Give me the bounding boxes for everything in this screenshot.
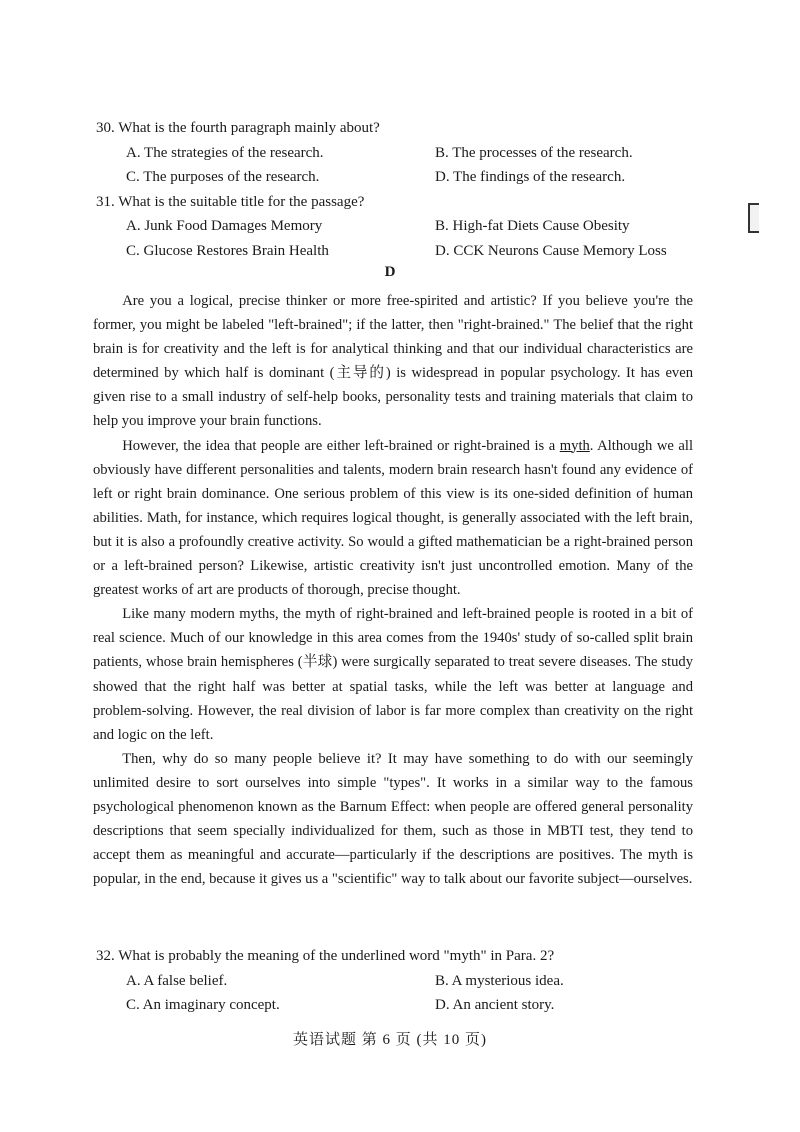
page-footer: 英语试题 第 6 页 (共 10 页) — [293, 1032, 487, 1048]
question-32-option-d: D. An ancient story. — [435, 997, 555, 1013]
passage-paragraph-2 — [93, 434, 693, 603]
paragraph-2-text-after: . Although we all obviously have different personalities and talents, modern brain research hasn't found any evidence of left or right brain dominance. One serious problem of this view is its one-sided definition of human abilities. Math, for instance, which requires logical thought, is generally associated with the left brain, but it is also a profoundly creative activity. So would a gifted mathematician be a right-brained person or a left-brained person? Likewise, artistic creativity isn't just uncontrolled emotion. Many of the greatest works of art are products of thorough, precise thought. — [93, 437, 693, 599]
passage-paragraph-4: Then, why do so many people believe it? It may have something to do with our seemingly unlimited desire to sort ourselves into simple "types". It works in a similar way to the famous psychological phenomenon known as the Barnum Effect: when people are offered general personality descriptions that seem specially individualized for them, such as those in MBTI test, they tend to accept them as meaningful and accurate—particularly if the descriptions are positives. The myth is popular, in the end, because it gives us a "scientific" way to talk about our favorite subject—ourselves. — [93, 750, 693, 888]
question-31-option-b: B. High-fat Diets Cause Obesity — [435, 218, 630, 234]
question-32-stem: 32. What is probably the meaning of the underlined word "myth" in Para. 2? — [96, 948, 555, 964]
question-32-option-b: B. A mysterious idea. — [435, 973, 564, 989]
question-31-option-c: C. Glucose Restores Brain Health — [126, 243, 329, 259]
page-edge-bracket-mark — [748, 203, 759, 233]
question-30-option-c: C. The purposes of the research. — [126, 169, 320, 185]
passage-paragraph-1: Are you a logical, precise thinker or more free-spirited and artistic? If you believe you're the former, you might be labeled "left-brained"; if the latter, then "right-brained." The belief that the right brain is for creativity and the left is for analytical thinking and that our individual characteristics are determined by which half is dominant (主导的) is widespread in popular psychology. It has even given rise to a small industry of self-help books, personality tests and training materials that claim to help you improve your brain functions. — [93, 293, 693, 430]
question-30-stem: 30. What is the fourth paragraph mainly about? — [96, 120, 380, 136]
question-31-option-a: A. Junk Food Damages Memory — [126, 218, 323, 234]
question-30-option-b: B. The processes of the research. — [435, 145, 633, 161]
reading-passage — [93, 289, 693, 891]
question-30-option-d: D. The findings of the research. — [435, 169, 626, 185]
underlined-word-myth: myth — [559, 437, 590, 454]
question-31-option-d: D. CCK Neurons Cause Memory Loss — [435, 243, 667, 259]
passage-paragraph-3: Like many modern myths, the myth of right-brained and left-brained people is rooted in a bit of real science. Much of our knowledge in this area comes from the 1940s' study of so-called split brain patients, whose brain hemispheres (半球) were surgically separated to treat severe diseases. The study showed that the right half was better at spatial tasks, while the left was better at language and problem-solving. However, the real division of labor is far more complex than creativity on the right and logic on the left. — [93, 606, 693, 743]
question-32-option-a: A. A false belief. — [126, 973, 228, 989]
question-32-option-c: C. An imaginary concept. — [126, 997, 280, 1013]
question-30-option-a: A. The strategies of the research. — [126, 145, 324, 161]
section-heading: D — [384, 264, 396, 280]
paragraph-2-text-before: However, the idea that people are either left-brained or right-brained is a — [122, 437, 560, 454]
question-31-stem: 31. What is the suitable title for the passage? — [96, 194, 365, 210]
